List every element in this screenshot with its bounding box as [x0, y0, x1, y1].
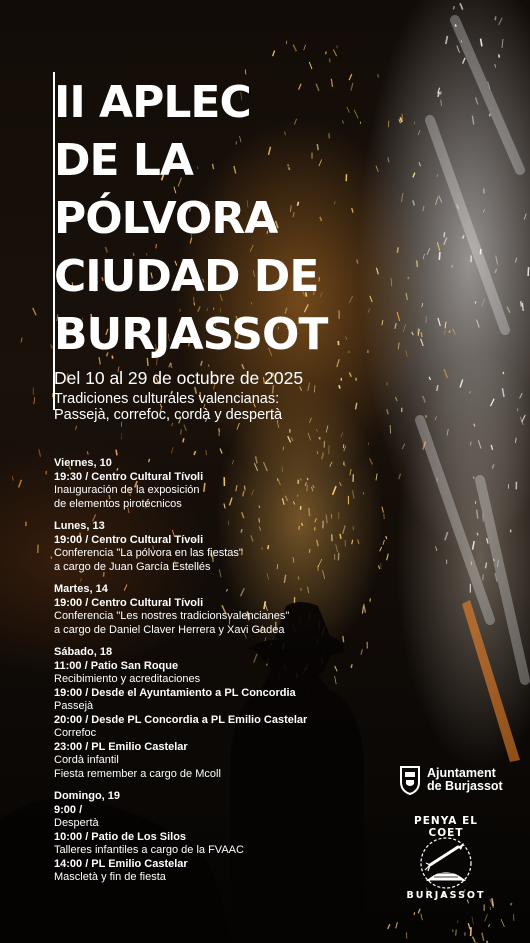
schedule-day — [54, 457, 307, 511]
event-description: Talleres infantiles a cargo de la FVAAC — [54, 844, 244, 856]
event-dates: Del 10 al 29 de octubre de 2025 — [54, 368, 304, 388]
event-time-location: 23:00 / PL Emilio Castelar — [54, 740, 188, 753]
penya-name: PENYA EL COET — [414, 815, 478, 839]
coat-of-arms-icon — [398, 765, 422, 795]
event-time-location: 20:00 / Desde PL Concordia a PL Emilio Castelar — [54, 713, 308, 726]
event-time-location: 19:00 / Centro Cultural Tívoli — [54, 596, 204, 609]
event-time-location: 10:00 / Patio de Los Silos — [54, 830, 187, 843]
title-line: DE LA — [54, 135, 193, 186]
event-description: Conferencia "Les nostres tradicionsvalencianes" — [54, 610, 290, 622]
event-description: Correfoc — [54, 727, 97, 739]
event-time-location: 14:00 / PL Emilio Castelar — [54, 857, 188, 870]
event-description: Despertà — [54, 817, 99, 829]
subtitle-line: Tradiciones culturales valencianas: — [54, 391, 280, 407]
title-line: PÓLVORA — [54, 193, 278, 244]
penya-town: BURJASSOT — [406, 890, 486, 901]
event-time-location: 19:00 / Desde el Ayuntamiento a PL Concordia — [54, 686, 296, 699]
event-subtitle — [54, 391, 282, 423]
day-heading: Lunes, 13 — [54, 520, 105, 532]
ayuntamiento-line: Ajuntament — [427, 766, 496, 780]
ayuntamiento-logo — [398, 765, 503, 795]
event-time-location: 19:30 / Centro Cultural Tívoli — [54, 470, 204, 483]
event-time-location: 11:00 / Patio San Roque — [54, 659, 179, 672]
subtitle-line: Passejà, correfoc, cordà y despertà — [54, 407, 283, 423]
event-title — [54, 74, 344, 364]
ayuntamiento-name — [427, 767, 503, 793]
schedule-day — [54, 583, 307, 637]
event-time-location: 19:00 / Centro Cultural Tívoli — [54, 533, 204, 546]
schedule-day — [54, 646, 307, 781]
event-description: Conferencia "La pólvora en las fiestas" — [54, 547, 243, 559]
day-heading: Domingo, 19 — [54, 790, 121, 802]
title-line: BURJASSOT — [54, 309, 328, 360]
event-description: Inauguración de la exposición — [54, 484, 200, 496]
ayuntamiento-line: de Burjassot — [427, 779, 503, 793]
day-heading: Martes, 14 — [54, 583, 108, 595]
title-line: CIUDAD DE — [54, 251, 319, 302]
event-time-location: 9:00 / — [54, 803, 83, 816]
schedule-day — [54, 520, 307, 574]
schedule-day — [54, 790, 307, 885]
day-heading: Sábado, 18 — [54, 646, 113, 658]
event-description: de elementos pirotécnicos — [54, 497, 182, 510]
rocket-emblem-icon — [418, 833, 474, 891]
event-description: Cordà infantil — [54, 754, 119, 766]
penya-el-coet-logo — [396, 815, 496, 915]
event-description: Mascletà y fin de fiesta — [54, 871, 166, 883]
event-description: Fiesta remember a cargo de Mcoll — [54, 767, 221, 780]
event-description: a cargo de Daniel Claver Herrera y Xavi Gadea — [54, 623, 285, 636]
event-description: a cargo de Juan García Estellés — [54, 560, 211, 573]
day-heading: Viernes, 10 — [54, 457, 112, 469]
event-schedule — [54, 457, 307, 894]
event-description: Recibimiento y acreditaciones — [54, 673, 201, 685]
event-description: Passejà — [54, 700, 94, 712]
title-line: II APLEC — [54, 77, 251, 128]
